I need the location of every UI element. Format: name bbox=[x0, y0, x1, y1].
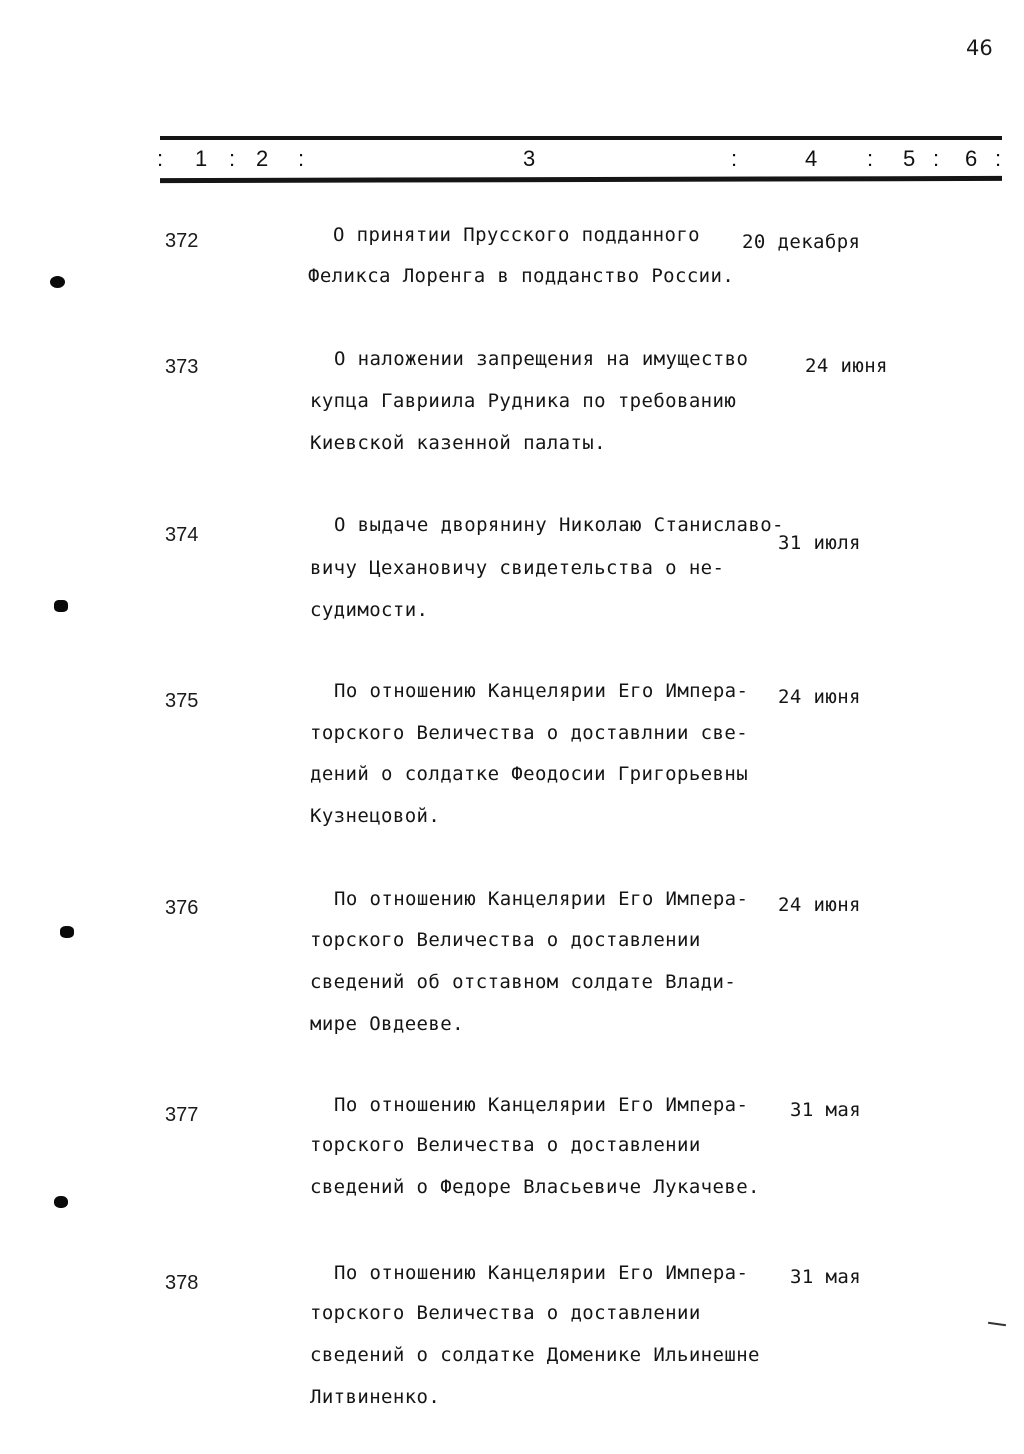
entry-text-line: Литвиненко. bbox=[310, 1386, 441, 1408]
column-separator: : bbox=[298, 146, 305, 171]
entry-number: 374 bbox=[165, 524, 199, 546]
entry-text-line: сведений об отставном солдате Влади- bbox=[310, 971, 737, 993]
entry-text-line: Кузнецовой. bbox=[310, 805, 441, 827]
entry-text-line: Киевской казенной палаты. bbox=[310, 432, 606, 454]
column-header-6: 6 bbox=[965, 146, 978, 171]
entry-date: 20 декабря bbox=[742, 231, 861, 253]
entry-text-line: вичу Цехановичу свидетельства о не- bbox=[310, 557, 725, 579]
column-separator: : bbox=[867, 146, 874, 171]
entry-date: 31 мая bbox=[790, 1266, 862, 1288]
table-header bbox=[155, 146, 1015, 174]
entry-date: 31 июля bbox=[778, 532, 861, 554]
punch-hole-mark bbox=[60, 926, 74, 938]
header-rule-bottom bbox=[160, 176, 1002, 183]
entry-text-line: По отношению Канцелярии Его Импера- bbox=[334, 888, 749, 910]
entry-date: 24 июня bbox=[778, 894, 861, 916]
column-header-5: 5 bbox=[903, 146, 916, 171]
entry-number: 378 bbox=[165, 1272, 199, 1294]
header-rule-top bbox=[160, 136, 1002, 140]
scan-artifact-mark bbox=[988, 1322, 1006, 1326]
column-separator: : bbox=[995, 146, 1002, 171]
entry-number: 377 bbox=[165, 1104, 199, 1126]
punch-hole-mark bbox=[54, 600, 68, 612]
entry-text-line: Феликса Лоренга в подданство России. bbox=[308, 265, 735, 287]
entry-number: 375 bbox=[165, 690, 199, 712]
entry-number: 372 bbox=[165, 230, 199, 252]
entry-text-line: судимости. bbox=[310, 599, 429, 621]
entry-text-line: О выдаче дворянину Николаю Станиславо- bbox=[334, 514, 784, 536]
entry-text-line: торского Величества о доставлении bbox=[310, 929, 701, 951]
punch-hole-mark bbox=[50, 276, 65, 288]
entry-date: 24 июня bbox=[778, 686, 861, 708]
entry-text-line: По отношению Канцелярии Его Импера- bbox=[334, 1094, 749, 1116]
column-separator: : bbox=[933, 146, 940, 171]
entry-text-line: сведений о солдатке Доменике Ильинешне bbox=[310, 1344, 760, 1366]
entry-text-line: торского Величества о доставлнии све- bbox=[310, 722, 749, 744]
entry-text-line: торского Величества о доставлении bbox=[310, 1302, 701, 1324]
entry-text-line: сведений о Федоре Власьевиче Лукачеве. bbox=[310, 1176, 760, 1198]
column-header-3: 3 bbox=[523, 146, 536, 171]
column-separator: : bbox=[157, 146, 164, 171]
column-separator: : bbox=[229, 146, 236, 171]
column-header-2: 2 bbox=[256, 146, 269, 171]
entry-date: 31 мая bbox=[790, 1099, 862, 1121]
column-header-4: 4 bbox=[805, 146, 818, 171]
entry-text-line: О наложении запрещения на имущество bbox=[334, 348, 749, 370]
entry-text-line: По отношению Канцелярии Его Импера- bbox=[334, 1262, 749, 1284]
punch-hole-mark bbox=[54, 1196, 68, 1208]
page-number: 46 bbox=[966, 36, 993, 60]
entry-text-line: торского Величества о доставлении bbox=[310, 1134, 701, 1156]
entry-text-line: купца Гавриила Рудника по требованию bbox=[310, 390, 737, 412]
column-separator: : bbox=[731, 146, 738, 171]
entry-date: 24 июня bbox=[805, 355, 888, 377]
entry-text-line: О принятии Прусского подданного bbox=[333, 224, 701, 246]
entry-text-line: мире Овдееве. bbox=[310, 1013, 464, 1035]
column-header-1: 1 bbox=[195, 146, 208, 171]
entry-text-line: дений о солдатке Феодосии Григорьевны bbox=[310, 763, 749, 785]
entry-number: 373 bbox=[165, 356, 199, 378]
entry-number: 376 bbox=[165, 897, 199, 919]
entry-text-line: По отношению Канцелярии Его Импера- bbox=[334, 680, 749, 702]
